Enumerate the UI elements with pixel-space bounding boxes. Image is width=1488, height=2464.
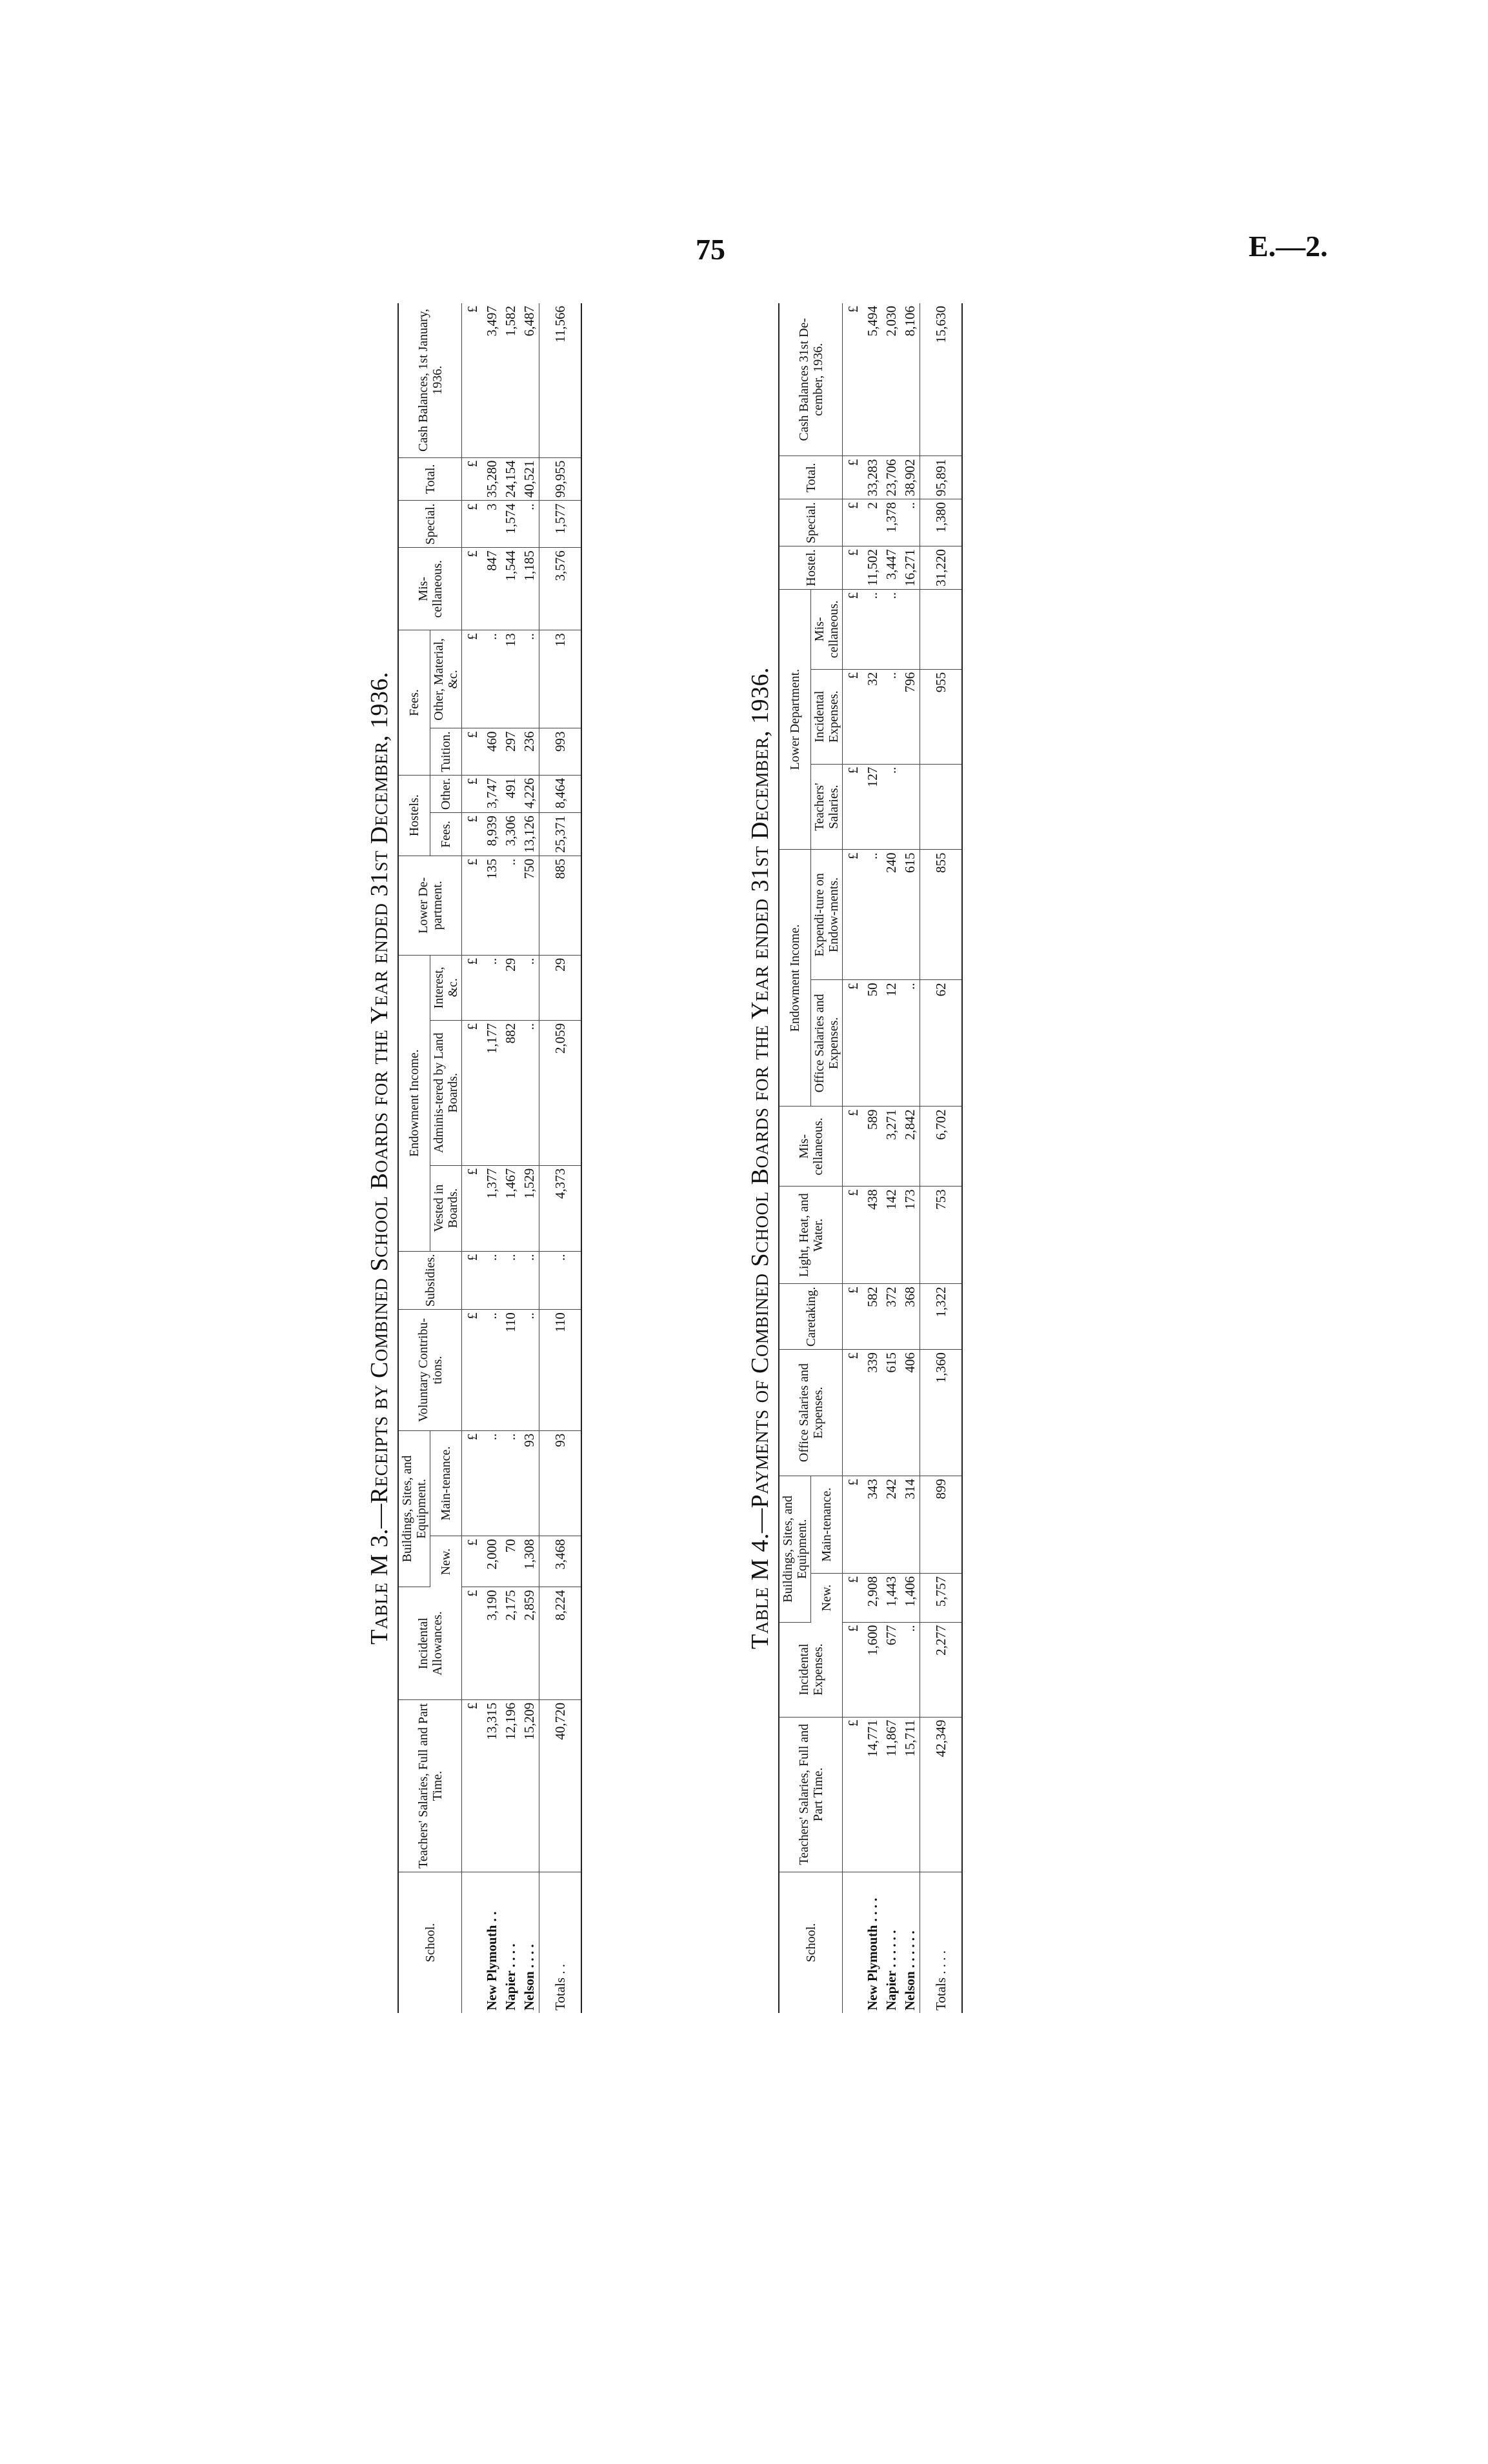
value-cell: 339 (863, 1350, 882, 1476)
unit-cell: £ (843, 669, 864, 764)
value-cell: .. (901, 1622, 920, 1717)
value-cell: 372 (882, 1284, 901, 1350)
unit-cell: £ (843, 1284, 864, 1350)
unit-cell: £ (462, 1430, 483, 1536)
value-cell: 2,908 (863, 1574, 882, 1623)
table-m3 (361, 303, 632, 2013)
value-cell: 1,467 (501, 1165, 520, 1251)
value-cell: 1,377 (483, 1165, 501, 1251)
value-cell: .. (901, 980, 920, 1107)
value-cell: 2,859 (520, 1587, 539, 1700)
total-cell: 955 (920, 669, 963, 764)
total-cell: 40,720 (539, 1699, 582, 1872)
total-cell: 8,464 (539, 775, 582, 812)
col-maintenance: Main-tenance. (811, 1476, 843, 1574)
col-other-material: Other, Material, &c. (430, 630, 462, 728)
unit-cell: £ (843, 456, 864, 499)
group-endowment: Endowment Income. (398, 955, 430, 1251)
value-cell: 615 (901, 850, 920, 980)
value-cell: 882 (501, 1020, 520, 1165)
table-m3-title: Table M 3.—Receipts by Combined School Boards for the Year ended 31st December, 1936. (366, 672, 393, 1645)
value-cell: 1,185 (520, 548, 539, 630)
value-cell: 297 (501, 728, 520, 775)
value-cell: 242 (882, 1476, 901, 1574)
value-cell: 3,190 (483, 1587, 501, 1700)
total-cell: 11,566 (539, 303, 582, 457)
total-cell: 25,371 (539, 813, 582, 856)
unit-cell: £ (843, 980, 864, 1107)
unit-cell: £ (462, 1310, 483, 1430)
value-cell: 142 (882, 1187, 901, 1284)
value-cell: 3 (483, 501, 501, 548)
total-cell: 753 (920, 1187, 963, 1284)
value-cell: .. (501, 856, 520, 955)
value-cell: 589 (863, 1107, 882, 1187)
unit-cell: £ (462, 548, 483, 630)
school-name: New Plymouth . . (484, 1911, 499, 2010)
unit-cell: £ (462, 1699, 483, 1872)
school-name: Napier . . . . (503, 1943, 518, 2010)
unit-cell: £ (462, 813, 483, 856)
value-cell: 2,030 (882, 303, 901, 456)
unit-row (843, 303, 864, 2013)
total-cell: 1,577 (539, 501, 582, 548)
col-miscellaneous: Mis-cellaneous. (779, 1107, 843, 1187)
unit-cell: £ (843, 589, 864, 669)
value-cell: 3,271 (882, 1107, 901, 1187)
group-hostels: Hostels. (398, 775, 430, 856)
value-cell: 6,487 (520, 303, 539, 457)
col-light: Light, Heat, and Water. (779, 1187, 843, 1284)
total-cell: 62 (920, 980, 963, 1107)
value-cell: 24,154 (501, 457, 520, 501)
value-cell: 33,283 (863, 456, 882, 499)
value-cell: 438 (863, 1187, 882, 1284)
value-cell: 1,406 (901, 1574, 920, 1623)
unit-cell: £ (462, 1165, 483, 1251)
school-name: Nelson . . . . . . (902, 1930, 918, 2010)
value-cell: 368 (901, 1284, 920, 1350)
col-teachers-salaries: Teachers' Salaries, Full and Part Time. (398, 1699, 462, 1872)
value-cell: 35,280 (483, 457, 501, 501)
value-cell: 110 (501, 1310, 520, 1430)
col-miscellaneous: Mis-cellaneous. (398, 548, 462, 630)
unit-cell: £ (462, 1587, 483, 1700)
unit-cell: £ (462, 501, 483, 548)
unit-cell: £ (462, 955, 483, 1020)
value-cell: 3,447 (882, 546, 901, 590)
value-cell: .. (520, 1020, 539, 1165)
value-cell: .. (483, 1251, 501, 1310)
table-row (520, 303, 539, 2013)
value-cell: 3,306 (501, 813, 520, 856)
value-cell: 11,502 (863, 546, 882, 590)
unit-cell: £ (462, 303, 483, 457)
col-cash-balances: Cash Balances 31st De-cember, 1936. (779, 303, 843, 456)
value-cell: 582 (863, 1284, 882, 1350)
value-cell: 1,378 (882, 499, 901, 546)
total-cell: 3,576 (539, 548, 582, 630)
unit-cell: £ (462, 856, 483, 955)
value-cell: 5,494 (863, 303, 882, 456)
col-total: Total. (779, 456, 843, 499)
unit-cell: £ (843, 1107, 864, 1187)
value-cell: 29 (501, 955, 520, 1020)
value-cell: 32 (863, 669, 882, 764)
col-school: School. (398, 1872, 462, 2014)
col-voluntary: Voluntary Contribu-tions. (398, 1310, 462, 1430)
value-cell: .. (483, 955, 501, 1020)
value-cell: 13,315 (483, 1699, 501, 1872)
receipts-table (397, 303, 582, 2013)
group-endowment: Endowment Income. (779, 850, 811, 1107)
total-cell: 99,955 (539, 457, 582, 501)
value-cell: .. (520, 1310, 539, 1430)
page-number: 75 (696, 233, 725, 266)
value-cell: .. (863, 850, 882, 980)
document-code: E.—2. (1249, 230, 1328, 263)
value-cell: 1,443 (882, 1574, 901, 1623)
unit-spacer (462, 1872, 483, 2014)
value-cell: 4,226 (520, 775, 539, 812)
col-cash-balances: Cash Balances, 1st January, 1936. (398, 303, 462, 457)
col-subsidies: Subsidies. (398, 1251, 462, 1310)
school-name: Nelson . . . . (521, 1944, 537, 2010)
col-school: School. (779, 1872, 843, 2014)
value-cell: 8,939 (483, 813, 501, 856)
group-fees: Fees. (398, 630, 430, 775)
value-cell: 236 (520, 728, 539, 775)
total-cell: 2,059 (539, 1020, 582, 1165)
value-cell: 314 (901, 1476, 920, 1574)
value-cell: .. (520, 1251, 539, 1310)
value-cell: .. (483, 630, 501, 728)
unit-cell: £ (843, 1476, 864, 1574)
total-cell: 110 (539, 1310, 582, 1430)
col-tuition: Tuition. (430, 728, 462, 775)
table-m4-title: Table M 4.—Payments of Combined School Boards for the Year ended 31st December, 1936. (747, 667, 774, 1649)
value-cell: 2,175 (501, 1587, 520, 1700)
value-cell: .. (520, 630, 539, 728)
value-cell: 23,706 (882, 456, 901, 499)
total-cell: 6,702 (920, 1107, 963, 1187)
total-cell: 4,373 (539, 1165, 582, 1251)
value-cell: 1,177 (483, 1020, 501, 1165)
value-cell: 750 (520, 856, 539, 955)
total-cell: 15,630 (920, 303, 963, 456)
value-cell: 2 (863, 499, 882, 546)
total-cell: 13 (539, 630, 582, 728)
value-cell: 70 (501, 1536, 520, 1587)
unit-cell: £ (462, 775, 483, 812)
totals-label: Totals . . . . (920, 1872, 963, 2014)
totals-label: Totals . . (539, 1872, 582, 2014)
total-cell: 93 (539, 1430, 582, 1536)
payments-table (778, 303, 963, 2013)
value-cell: 1,574 (501, 501, 520, 548)
total-cell (920, 589, 963, 669)
value-cell: 135 (483, 856, 501, 955)
value-cell: .. (483, 1310, 501, 1430)
col-incidental: Incidental Allowances. (398, 1587, 462, 1700)
col-lower-department: Lower De-partment. (398, 856, 462, 955)
value-cell: 2,000 (483, 1536, 501, 1587)
unit-cell: £ (843, 499, 864, 546)
unit-cell: £ (843, 1574, 864, 1623)
value-cell: 15,711 (901, 1717, 920, 1872)
value-cell: 1,544 (501, 548, 520, 630)
col-endow-office: Office Salaries and Expenses. (811, 980, 843, 1107)
col-interest: Interest, &c. (430, 955, 462, 1020)
value-cell: 796 (901, 669, 920, 764)
col-incidental: Incidental Expenses. (779, 1622, 843, 1717)
col-new: New. (811, 1574, 843, 1623)
table-row (863, 303, 882, 2013)
col-administered: Adminis-tered by Land Boards. (430, 1020, 462, 1165)
col-maintenance: Main-tenance. (430, 1430, 462, 1536)
value-cell: 173 (901, 1187, 920, 1284)
value-cell: 460 (483, 728, 501, 775)
col-special: Special. (398, 501, 462, 548)
total-cell: 3,468 (539, 1536, 582, 1587)
value-cell: .. (520, 501, 539, 548)
value-cell: 1,600 (863, 1622, 882, 1717)
total-cell: 29 (539, 955, 582, 1020)
value-cell: 16,271 (901, 546, 920, 590)
value-cell: 13,126 (520, 813, 539, 856)
value-cell: .. (882, 764, 901, 850)
unit-cell: £ (462, 728, 483, 775)
unit-cell: £ (843, 303, 864, 456)
value-cell: 8,106 (901, 303, 920, 456)
table-row (901, 303, 920, 2013)
totals-row (920, 303, 963, 2013)
value-cell: 343 (863, 1476, 882, 1574)
value-cell: 13 (501, 630, 520, 728)
table-row (882, 303, 901, 2013)
total-cell: 95,891 (920, 456, 963, 499)
value-cell: 491 (501, 775, 520, 812)
value-cell: .. (901, 499, 920, 546)
value-cell: 12,196 (501, 1699, 520, 1872)
unit-cell: £ (843, 850, 864, 980)
col-vested: Vested in Boards. (430, 1165, 462, 1251)
unit-cell: £ (843, 546, 864, 590)
total-cell: 8,224 (539, 1587, 582, 1700)
unit-cell: £ (462, 630, 483, 728)
col-caretaking: Caretaking. (779, 1284, 843, 1350)
value-cell: 40,521 (520, 457, 539, 501)
col-lower-teachers: Teachers' Salaries. (811, 764, 843, 850)
table-m4 (742, 303, 1142, 2013)
value-cell: 11,867 (882, 1717, 901, 1872)
col-lower-incidental: Incidental Expenses. (811, 669, 843, 764)
school-name: New Plymouth . . . . (865, 1898, 880, 2010)
value-cell: 1,308 (520, 1536, 539, 1587)
unit-cell: £ (843, 764, 864, 850)
col-hostel: Hostel. (779, 546, 843, 590)
value-cell: 406 (901, 1350, 920, 1476)
value-cell: .. (882, 669, 901, 764)
value-cell: .. (483, 1430, 501, 1536)
total-cell: 1,380 (920, 499, 963, 546)
total-cell: 2,277 (920, 1622, 963, 1717)
value-cell: 1,582 (501, 303, 520, 457)
value-cell: 127 (863, 764, 882, 850)
table-row (483, 303, 501, 2013)
value-cell (901, 589, 920, 669)
group-buildings: Buildings, Sites, and Equipment. (779, 1476, 811, 1622)
value-cell: 677 (882, 1622, 901, 1717)
unit-spacer (843, 1872, 864, 2014)
unit-cell: £ (462, 1020, 483, 1165)
col-new: New. (430, 1536, 462, 1587)
unit-row (462, 303, 483, 2013)
total-cell: 885 (539, 856, 582, 955)
value-cell: 38,902 (901, 456, 920, 499)
value-cell: 3,747 (483, 775, 501, 812)
value-cell: 2,842 (901, 1107, 920, 1187)
col-expenditure: Expendi-ture on Endow-ments. (811, 850, 843, 980)
unit-cell: £ (843, 1350, 864, 1476)
value-cell (901, 764, 920, 850)
unit-cell: £ (843, 1717, 864, 1872)
unit-cell: £ (843, 1187, 864, 1284)
total-cell: 1,360 (920, 1350, 963, 1476)
unit-cell: £ (462, 1536, 483, 1587)
value-cell: 240 (882, 850, 901, 980)
value-cell: .. (520, 955, 539, 1020)
total-cell: 1,322 (920, 1284, 963, 1350)
col-hostel-fees: Fees. (430, 813, 462, 856)
total-cell: 31,220 (920, 546, 963, 590)
col-lower-misc: Mis-cellaneous. (811, 589, 843, 669)
value-cell: 12 (882, 980, 901, 1107)
col-special: Special. (779, 499, 843, 546)
total-cell: 899 (920, 1476, 963, 1574)
table-row (501, 303, 520, 2013)
col-office: Office Salaries and Expenses. (779, 1350, 843, 1476)
value-cell: 615 (882, 1350, 901, 1476)
value-cell: .. (863, 589, 882, 669)
col-total: Total. (398, 457, 462, 501)
value-cell: 1,529 (520, 1165, 539, 1251)
value-cell: .. (501, 1430, 520, 1536)
value-cell: 14,771 (863, 1717, 882, 1872)
total-cell: 993 (539, 728, 582, 775)
total-cell: 5,757 (920, 1574, 963, 1623)
value-cell: 50 (863, 980, 882, 1107)
unit-cell: £ (462, 1251, 483, 1310)
school-name: Napier . . . . . . (883, 1930, 899, 2010)
value-cell: 3,497 (483, 303, 501, 457)
totals-row (539, 303, 582, 2013)
value-cell: .. (882, 589, 901, 669)
value-cell: .. (501, 1251, 520, 1310)
group-lower: Lower Department. (779, 589, 811, 850)
col-teachers-salaries: Teachers' Salaries, Full and Part Time. (779, 1717, 843, 1872)
col-hostel-other: Other. (430, 775, 462, 812)
unit-cell: £ (462, 457, 483, 501)
total-cell (920, 764, 963, 850)
group-buildings: Buildings, Sites, and Equipment. (398, 1430, 430, 1587)
value-cell: 15,209 (520, 1699, 539, 1872)
unit-cell: £ (843, 1622, 864, 1717)
total-cell: 42,349 (920, 1717, 963, 1872)
total-cell: 855 (920, 850, 963, 980)
total-cell: .. (539, 1251, 582, 1310)
value-cell: 847 (483, 548, 501, 630)
value-cell: 93 (520, 1430, 539, 1536)
